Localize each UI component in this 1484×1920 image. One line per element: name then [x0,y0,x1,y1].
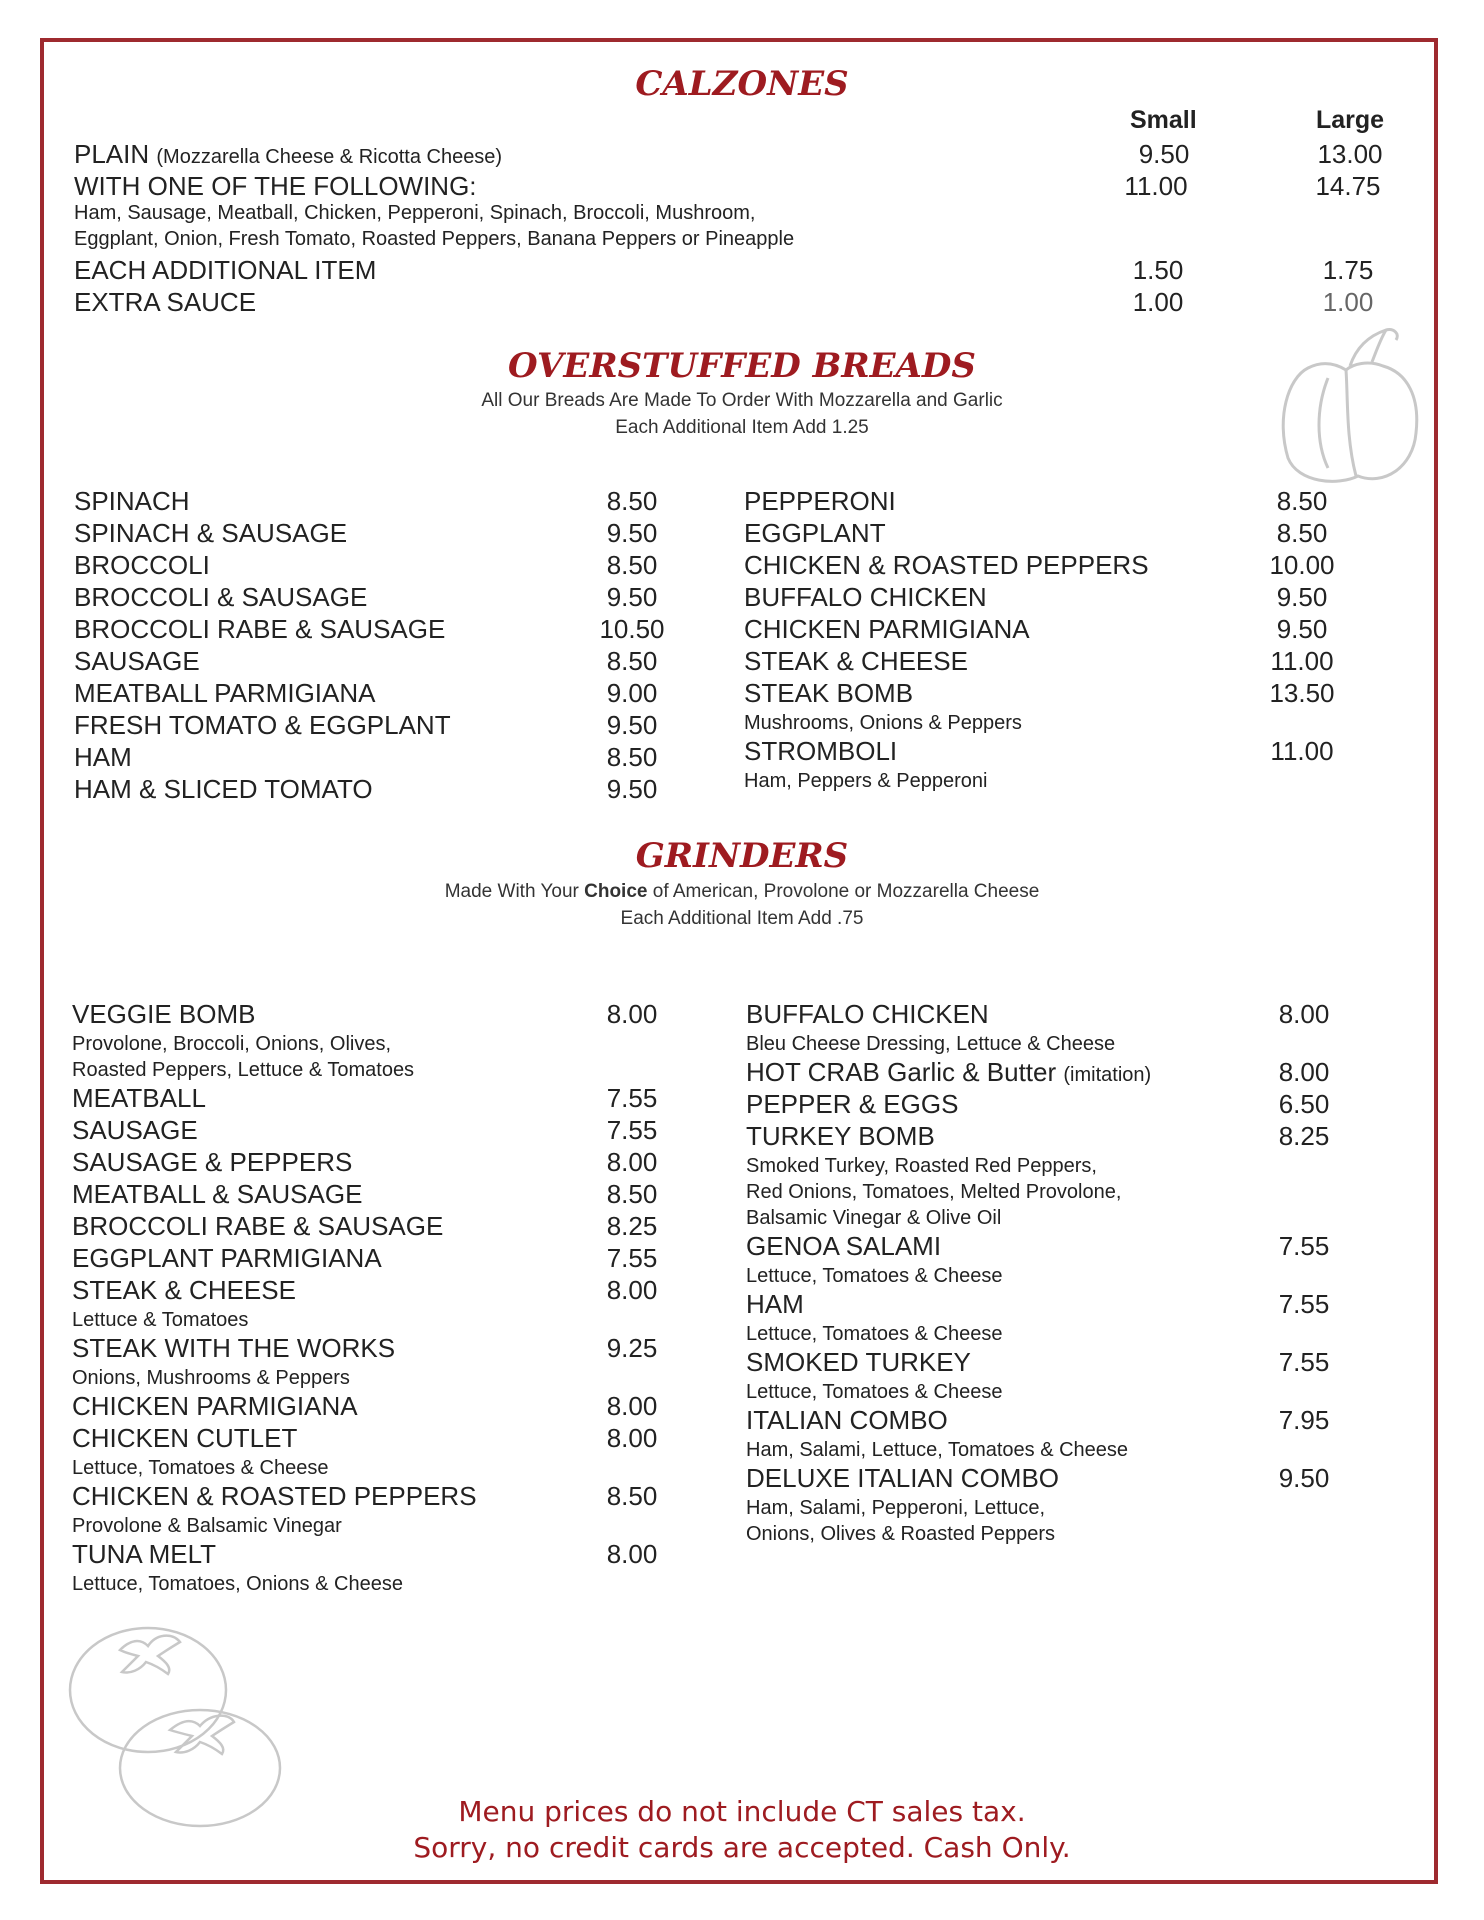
menu-item-price: 8.50 [606,486,658,516]
menu-item-name [72,1539,216,1570]
menu-item-name-text: CHICKEN & ROASTED PEPPERS [72,1481,477,1511]
menu-item-name-text: BROCCOLI RABE & SAUSAGE [72,1211,444,1241]
calzone-with-one-name: WITH ONE OF THE FOLLOWING: [74,171,477,201]
menu-item-price: 9.00 [606,678,658,708]
menu-item-name-text: TUNA MELT [72,1539,216,1569]
calzone-with-one-desc-2: Eggplant, Onion, Fresh Tomato, Roasted Peppers, Banana Peppers or Pineapple [74,228,795,250]
calzone-plain-name: PLAIN [74,139,150,169]
menu-item-name-text: STEAK & CHEESE [72,1275,296,1305]
menu-item-description: Lettuce, Tomatoes & Cheese [746,1265,1003,1287]
calzones-col-large: Large [1316,106,1385,134]
menu-item-name [72,1275,296,1306]
menu-item-price: 8.00 [606,999,658,1029]
menu-item-price: 8.50 [606,550,658,580]
menu-item-name [74,774,373,805]
menu-item-price: 7.55 [606,1243,658,1273]
calzone-each-add-small: 1.50 [1132,255,1184,285]
menu-item-name-text: HOT CRAB Garlic & Butter [746,1057,1057,1087]
menu-item-description: Ham, Salami, Lettuce, Tomatoes & Cheese [746,1439,1129,1461]
menu-item-price: 8.00 [606,1539,658,1569]
menu-item-name [74,742,132,773]
menu-item-name-text: SAUSAGE & PEPPERS [72,1147,353,1177]
menu-item-price: 8.00 [606,1423,658,1453]
menu-item-price: 8.50 [606,646,658,676]
menu-item-name-text: SAUSAGE [72,1115,198,1145]
menu-item-name-text: GENOA SALAMI [746,1231,942,1261]
menu-item-price: 10.00 [1269,550,1335,580]
menu-item-name-text: MEATBALL [72,1083,206,1113]
menu-item-name-text: BROCCOLI & SAUSAGE [74,582,368,612]
menu-item-name-text: EGGPLANT [744,518,886,548]
calzones-col-small: Small [1130,106,1197,134]
menu-item-price: 7.55 [1278,1289,1330,1319]
footer-tax-note: Menu prices do not include CT sales tax. [458,1795,1026,1828]
menu-item-name-text: SPINACH & SAUSAGE [74,518,348,548]
grinders-subtitle-1 [0,878,1484,905]
menu-item-name-text: PEPPERONI [744,486,896,516]
calzone-extra-sauce-small: 1.00 [1132,287,1184,317]
menu-item-price: 7.55 [1278,1347,1330,1377]
calzone-each-add-row [0,255,1484,287]
menu-item-name-text: MEATBALL PARMIGIANA [74,678,376,708]
menu-item-description: Lettuce, Tomatoes & Cheese [72,1457,329,1479]
menu-item-description: Onions, Mushrooms & Peppers [72,1367,350,1389]
menu-item-name [74,582,367,613]
menu-item-description: Provolone & Balsamic Vinegar [72,1515,342,1537]
menu-item-price: 9.50 [1276,614,1328,644]
menu-item-name [74,518,347,549]
menu-item-name-text: STEAK & CHEESE [744,646,968,676]
menu-item-name-text: STROMBOLI [744,736,898,766]
menu-item-description: Roasted Peppers, Lettuce & Tomatoes [72,1059,415,1081]
menu-item-name [744,736,897,767]
menu-item-name [74,614,445,645]
calzone-with-one-large: 14.75 [1315,171,1381,201]
grinders-title: GRINDERS [635,836,849,876]
menu-item-name-text: TURKEY BOMB [746,1121,935,1151]
menu-item-price: 8.00 [1278,999,1330,1029]
menu-item-description: Lettuce & Tomatoes [72,1309,249,1331]
menu-item-name [746,1347,971,1378]
menu-item-name-text: EGGPLANT PARMIGIANA [72,1243,382,1273]
menu-item-name [72,1391,358,1422]
menu-item-name-text: BUFFALO CHICKEN [744,582,987,612]
menu-item-name-text: BROCCOLI [74,550,210,580]
menu-item-price: 9.25 [606,1333,658,1363]
menu-item-price: 8.00 [606,1275,658,1305]
menu-item-price: 8.50 [606,1481,658,1511]
menu-item-price: 7.55 [606,1115,658,1145]
menu-item-name-text: CHICKEN & ROASTED PEPPERS [744,550,1149,580]
menu-item-name-text: CHICKEN PARMIGIANA [744,614,1030,644]
menu-item-description: Lettuce, Tomatoes & Cheese [746,1381,1003,1403]
menu-item-name-text: PEPPER & EGGS [746,1089,959,1119]
menu-item-price: 10.50 [599,614,665,644]
menu-item-price: 11.00 [1270,646,1334,676]
menu-item-name [74,550,210,581]
menu-item-name [72,1423,297,1454]
menu-item-price: 8.00 [1278,1057,1330,1087]
calzone-each-add-large: 1.75 [1322,255,1374,285]
menu-item-price: 9.50 [606,774,658,804]
breads-subtitle-2: Each Additional Item Add 1.25 [615,417,869,438]
menu-item-price: 8.00 [606,1391,658,1421]
menu-item-price: 9.50 [1278,1463,1330,1493]
menu-item-name [744,486,896,517]
calzone-plain-small: 9.50 [1138,139,1190,169]
menu-item-description: Balsamic Vinegar & Olive Oil [746,1207,1002,1229]
menu-item-name-text: DELUXE ITALIAN COMBO [746,1463,1060,1493]
menu-item-name [74,678,375,709]
calzones-title: CALZONES [635,64,849,104]
menu-item-name [746,1405,948,1436]
menu-item-price: 8.50 [1276,486,1328,516]
menu-item-description: Ham, Salami, Pepperoni, Lettuce, [746,1497,1046,1519]
grinders-subtitle-1-bold: Choice [584,881,648,902]
menu-item-name [746,1463,1059,1494]
menu-item-name [72,1211,443,1242]
grinders-subtitle-1-post: of American, Provolone or Mozzarella Cheese [647,881,1040,902]
menu-item-price: 9.50 [606,710,658,740]
menu-item-name [72,1179,362,1210]
menu-item-name-text: VEGGIE BOMB [72,999,256,1029]
calzone-with-one-desc-1: Ham, Sausage, Meatball, Chicken, Pepperoni, Spinach, Broccoli, Mushroom, [74,202,756,224]
menu-item-price: 8.50 [606,742,658,772]
menu-item-price: 13.50 [1269,678,1335,708]
menu-item-name-text: MEATBALL & SAUSAGE [72,1179,363,1209]
menu-item-name [746,1121,935,1152]
calzone-with-one-small: 11.00 [1124,171,1188,201]
menu-item-name-text: SAUSAGE [74,646,200,676]
breads-subtitle-1: All Our Breads Are Made To Order With Mozzarella and Garlic [481,390,1003,411]
menu-item-price: 6.50 [1278,1089,1330,1119]
menu-item-name [72,1115,198,1146]
menu-item-name-text: CHICKEN CUTLET [72,1423,298,1453]
menu-item-description: Red Onions, Tomatoes, Melted Provolone, [746,1181,1122,1203]
menu-item-name [74,486,190,517]
menu-item-description: Lettuce, Tomatoes & Cheese [746,1323,1003,1345]
calzone-plain-row [0,139,1484,171]
menu-item-name-text: STEAK BOMB [744,678,914,708]
menu-item-description: Ham, Peppers & Pepperoni [744,770,988,792]
menu-item-name-text: SMOKED TURKEY [746,1347,971,1377]
menu-item-description: Lettuce, Tomatoes, Onions & Cheese [72,1573,403,1595]
menu-item-name [746,1289,804,1320]
calzone-extra-sauce-row [0,287,1484,319]
calzone-plain-note: (Mozzarella Cheese & Ricotta Cheese) [156,146,503,168]
menu-item-name [74,710,451,741]
calzone-each-add-name: EACH ADDITIONAL ITEM [74,255,377,285]
grinders-subtitle-1-pre: Made With Your [444,881,585,902]
menu-item-name-text: HAM [74,742,132,772]
menu-item-name [74,646,200,677]
menu-item-name-text: HAM [746,1289,804,1319]
menu-item-name [72,1333,395,1364]
calzone-extra-sauce-large: 1.00 [1322,287,1374,317]
menu-item-name [72,1083,206,1114]
menu-item-name [72,1481,477,1512]
calzone-extra-sauce-name: EXTRA SAUCE [74,287,257,317]
footer-cash-only-note: Sorry, no credit cards are accepted. Cash Only. [413,1831,1071,1864]
menu-item-name [72,1243,382,1274]
menu-item-price: 8.25 [606,1211,658,1241]
menu-item-description: Onions, Olives & Roasted Peppers [746,1523,1056,1545]
menu-item-description: Bleu Cheese Dressing, Lettuce & Cheese [746,1033,1116,1055]
menu-item-name-text: CHICKEN PARMIGIANA [72,1391,358,1421]
menu-item-name [744,518,886,549]
calzone-with-one-row [0,171,1484,203]
menu-item-name-text: FRESH TOMATO & EGGPLANT [74,710,451,740]
menu-item-price: 8.50 [606,1179,658,1209]
menu-item-name [746,1089,958,1120]
menu-item-price: 8.25 [1278,1121,1330,1151]
menu-item-name [72,1147,352,1178]
grinders-subtitle-2: Each Additional Item Add .75 [620,908,864,929]
menu-item-price: 11.00 [1270,736,1334,766]
menu-item-name-text: ITALIAN COMBO [746,1405,948,1435]
menu-item-description: Provolone, Broccoli, Onions, Olives, [72,1033,392,1055]
menu-item-name [744,646,968,677]
menu-item-name-text: SPINACH [74,486,190,516]
menu-item-name [746,999,989,1030]
menu-item-price: 9.50 [1276,582,1328,612]
menu-item-name-text: STEAK WITH THE WORKS [72,1333,396,1363]
menu-item-note: (imitation) [1063,1064,1152,1086]
menu-item-price: 7.55 [1278,1231,1330,1261]
menu-item-name-text: BUFFALO CHICKEN [746,999,989,1029]
calzone-plain-large: 13.00 [1317,139,1383,169]
menu-item-price: 7.55 [606,1083,658,1113]
menu-item-price: 8.50 [1276,518,1328,548]
menu-item-name [746,1231,941,1262]
menu-item-price: 9.50 [606,582,658,612]
menu-item-name [744,582,987,613]
menu-item-name [72,999,256,1030]
menu-item-name [744,678,913,709]
menu-item-name [744,614,1030,645]
menu-item-name [746,1057,1151,1088]
menu-item-name [744,550,1149,581]
breads-title: OVERSTUFFED BREADS [508,346,976,386]
menu-item-price: 7.95 [1278,1405,1330,1435]
menu-item-description: Smoked Turkey, Roasted Red Peppers, [746,1155,1097,1177]
menu-item-description: Mushrooms, Onions & Peppers [744,712,1022,734]
menu-item-name-text: HAM & SLICED TOMATO [74,774,373,804]
menu-item-price: 9.50 [606,518,658,548]
menu-item-price: 8.00 [606,1147,658,1177]
menu-item-name-text: BROCCOLI RABE & SAUSAGE [74,614,446,644]
